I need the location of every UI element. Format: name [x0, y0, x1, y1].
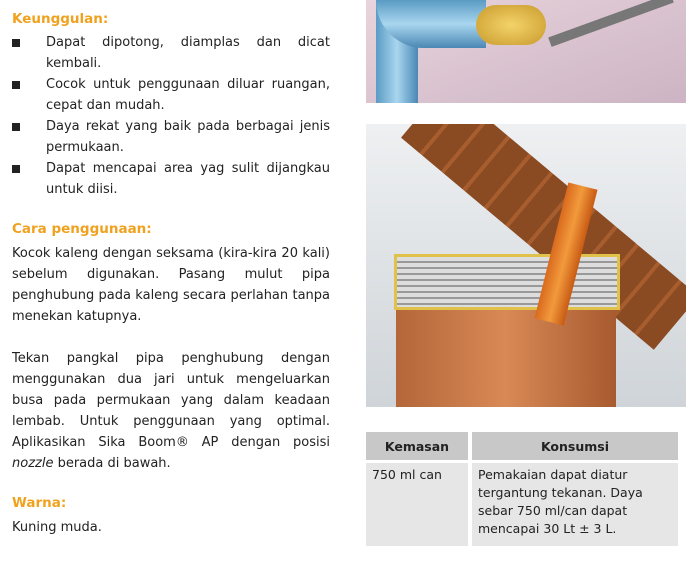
list-item: Daya rekat yang baik pada berbagai jenis permukaan. — [12, 116, 330, 158]
list-item: Dapat mencapai area yag sulit dijangkau untuk diisi. — [12, 158, 330, 200]
keunggulan-heading: Keunggulan: — [12, 11, 109, 27]
kemasan-cell: 750 ml can — [366, 463, 468, 546]
text-column — [12, 8, 330, 538]
packaging-table — [362, 429, 682, 549]
cara-paragraph-2: Tekan pangkal pipa penghubung dengan menggunakan dua jari untuk mengeluarkan busa pada permukaan yang dalam keadaan lembab. Untuk penggunaan yang optimal. Aplikasikan Sika Boom® AP dengan posisi nozzle berada di bawah. — [12, 351, 330, 471]
table-row — [366, 463, 678, 546]
keunggulan-list — [12, 32, 330, 200]
list-item: Dapat dipotong, diamplas dan dicat kembali. — [12, 32, 330, 74]
header-kemasan: Kemasan — [366, 432, 468, 460]
warna-heading: Warna: — [12, 495, 67, 511]
header-konsumsi: Konsumsi — [472, 432, 678, 460]
bullet-icon — [12, 123, 20, 131]
cara-heading: Cara penggunaan: — [12, 221, 152, 237]
list-item: Cocok untuk penggunaan diluar ruangan, cepat dan mudah. — [12, 74, 330, 116]
bullet-icon — [12, 165, 20, 173]
bullet-icon — [12, 39, 20, 47]
pipe-insulation-illustration — [366, 0, 686, 103]
door-frame-application-illustration — [366, 124, 686, 407]
konsumsi-cell: Pemakaian dapat diatur tergantung tekanan. Daya sebar 750 ml/can dapat mencapai 30 Lt ± 3 L. — [472, 463, 678, 546]
warna-value: Kuning muda. — [12, 520, 102, 535]
cara-paragraph-1: Kocok kaleng dengan seksama (kira-kira 20 kali) sebelum digunakan. Pasang mulut pipa penghubung pada kaleng secara perlahan tanpa menekan katupnya. — [12, 246, 330, 324]
bullet-icon — [12, 81, 20, 89]
